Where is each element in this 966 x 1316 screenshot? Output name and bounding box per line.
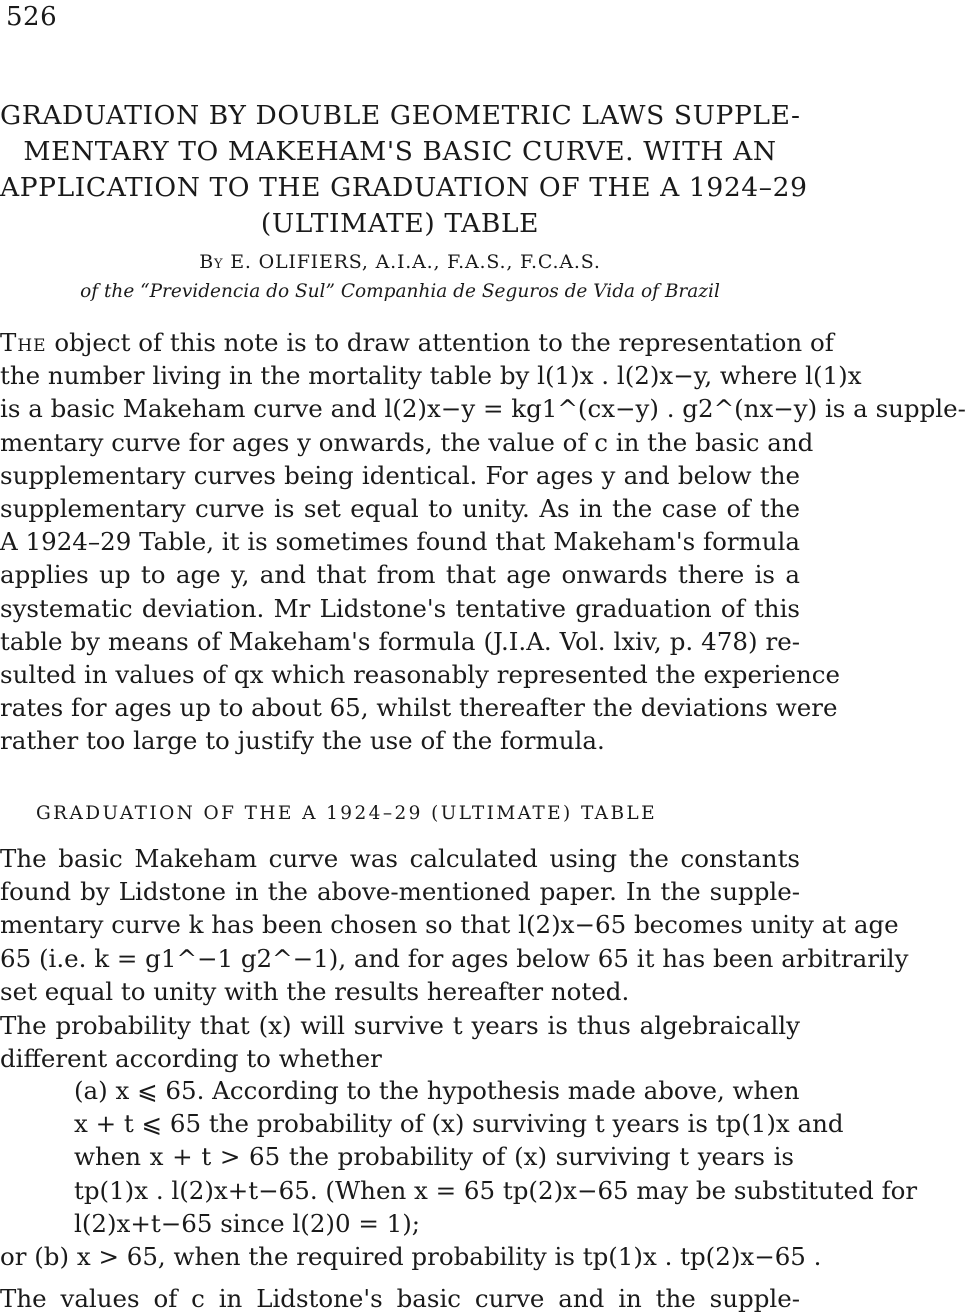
text-line: when x + t > 65 the probability of (x) surviving t years is (74, 1142, 794, 1172)
section-heading: GRADUATION OF THE A 1924–29 (ULTIMATE) TABLE (36, 803, 658, 824)
text-line: systematic deviation. Mr Lidstone's tentative graduation of this (0, 593, 800, 623)
text-line: A 1924–29 Table, it is sometimes found that Makeham's formula (0, 527, 800, 557)
drop-lead: The (0, 328, 47, 357)
paragraph-continuation (0, 1282, 800, 1315)
text-line: sulted in values of qx which reasonably represented the experience (0, 660, 840, 690)
text-line: The probability that (x) will survive t years is thus algebraically (0, 1011, 800, 1040)
text-line: applies up to age y, and that from that age onwards there is a (0, 560, 800, 590)
paragraph-basic-curve (0, 842, 909, 1008)
page-number: 526 (6, 2, 58, 32)
title-line: APPLICATION TO THE GRADUATION OF THE A 1924–29 (0, 172, 808, 203)
text-line: supplementary curve is set equal to unity. As in the case of the (0, 494, 800, 524)
author-affiliation: of the “Previdencia do Sul” Companhia de Seguros de Vida of Brazil (80, 281, 720, 302)
text-line: (a) x ⩽ 65. According to the hypothesis made above, when (74, 1076, 800, 1105)
text-line: tp(1)x . l(2)x+t−65. (When x = 65 tp(2)x−65 may be substituted for (74, 1175, 918, 1205)
case-b (0, 1240, 822, 1273)
text-line: or (b) x > 65, when the required probability is tp(1)x . tp(2)x−65 . (0, 1242, 822, 1271)
text-line: set equal to unity with the results hereafter noted. (0, 976, 630, 1006)
text-line: The values of c in Lidstone's basic curve and in the supple- (0, 1284, 800, 1313)
text-line: The object of this note is to draw attention to the representation of (0, 328, 834, 357)
text-line: supplementary curves being identical. For ages y and below the (0, 460, 800, 490)
text-line: mentary curve for ages y onwards, the value of c in the basic and (0, 427, 814, 457)
article-title (0, 98, 808, 242)
title-line: MENTARY TO MAKEHAM'S BASIC CURVE. WITH AN (23, 136, 777, 167)
text-line: The basic Makeham curve was calculated using the constants (0, 844, 800, 873)
text-line: rather too large to justify the use of the formula. (0, 726, 605, 756)
title-line: (ULTIMATE) TABLE (260, 208, 540, 239)
intro-paragraph (0, 326, 966, 758)
text-line: is a basic Makeham curve and l(2)x−y = kg1^(cx−y) . g2^(nx−y) is a supple- (0, 394, 966, 424)
text-line: different according to whether (0, 1044, 382, 1074)
text-line: table by means of Makeham's formula (J.I.A. Vol. lxiv, p. 478) re- (0, 626, 800, 656)
text-line: rates for ages up to about 65, whilst thereafter the deviations were (0, 693, 838, 723)
paragraph-probability (0, 1009, 800, 1075)
text-line: 65 (i.e. k = g1^−1 g2^−1), and for ages below 65 it has been arbitrarily (0, 943, 909, 973)
text-line: x + t ⩽ 65 the probability of (x) surviving t years is tp(1)x and (74, 1109, 844, 1139)
text-line: l(2)x+t−65 since l(2)0 = 1); (74, 1208, 421, 1238)
case-a (74, 1074, 918, 1240)
text-line: found by Lidstone in the above-mentioned paper. In the supple- (0, 877, 800, 907)
text-line: the number living in the mortality table by l(1)x . l(2)x−y, where l(1)x (0, 361, 862, 391)
title-line: GRADUATION BY DOUBLE GEOMETRIC LAWS SUPPLE- (0, 100, 801, 131)
text-line: mentary curve k has been chosen so that l(2)x−65 becomes unity at age (0, 910, 899, 940)
author-byline: By E. OLIFIERS, A.I.A., F.A.S., F.C.A.S. (199, 251, 601, 273)
